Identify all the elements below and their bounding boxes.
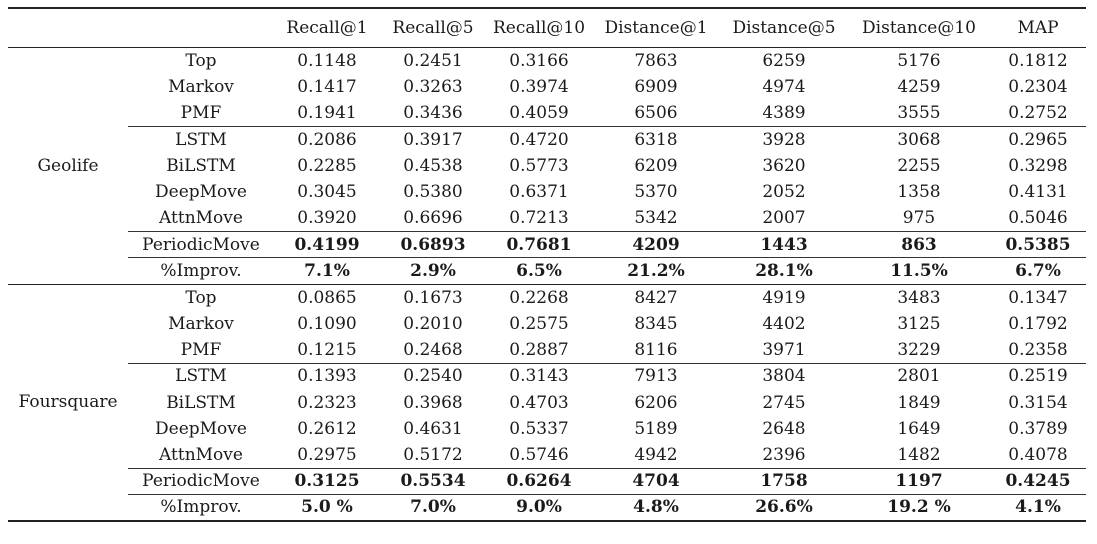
table-cell: 0.1148 bbox=[297, 50, 357, 71]
table-cell: 4389 bbox=[762, 102, 806, 123]
table-cell: 0.2086 bbox=[274, 126, 380, 152]
table-cell: 6259 bbox=[762, 50, 806, 71]
table-cell: 0.5746 bbox=[509, 444, 569, 465]
table-cell: 0.5534 bbox=[380, 468, 486, 494]
table-cell: 0.3298 bbox=[1008, 155, 1068, 176]
table-cell: 3555 bbox=[897, 102, 941, 123]
table-cell: 0.3917 bbox=[380, 126, 486, 152]
table-row bbox=[8, 205, 1086, 231]
table-cell: 4704 bbox=[592, 468, 720, 494]
table-cell: 5176 bbox=[897, 50, 941, 71]
table-cell: 0.6371 bbox=[509, 182, 569, 203]
table-cell: 0.4199 bbox=[274, 232, 380, 258]
table-cell: 0.4703 bbox=[509, 392, 569, 413]
table-cell: 0.2975 bbox=[297, 444, 357, 465]
table-cell: 28.1% bbox=[720, 258, 848, 284]
table-row bbox=[8, 495, 1086, 521]
table-cell: 0.4538 bbox=[403, 155, 463, 176]
table-cell: 1197 bbox=[848, 468, 990, 494]
table-cell: 0.2010 bbox=[403, 313, 463, 334]
column-header: Distance@10 bbox=[862, 18, 976, 38]
table-header bbox=[8, 8, 1086, 48]
table-cell: 4209 bbox=[592, 232, 720, 258]
table-row bbox=[8, 416, 1086, 442]
table-cell: 0.4059 bbox=[509, 102, 569, 123]
table-cell: 8427 bbox=[592, 284, 720, 310]
dataset-group bbox=[8, 284, 1086, 521]
table-row bbox=[8, 442, 1086, 468]
table-cell: 0.3968 bbox=[403, 392, 463, 413]
table-cell: 0.3143 bbox=[486, 363, 592, 389]
column-header bbox=[8, 8, 128, 48]
table-cell: 0.2304 bbox=[1008, 76, 1068, 97]
table-row bbox=[8, 258, 1086, 284]
table-cell: 6506 bbox=[634, 102, 678, 123]
table-cell: 3068 bbox=[848, 126, 990, 152]
table-cell: 2396 bbox=[762, 444, 806, 465]
table-cell: 6209 bbox=[634, 155, 678, 176]
model-name: BiLSTM bbox=[166, 155, 236, 176]
table-cell: 0.5172 bbox=[403, 444, 463, 465]
table-cell: 0.3436 bbox=[403, 102, 463, 123]
table-cell: 21.2% bbox=[592, 258, 720, 284]
table-cell: 0.2612 bbox=[297, 418, 357, 439]
table-cell: 7913 bbox=[592, 363, 720, 389]
model-name: Markov bbox=[168, 313, 234, 334]
table-cell: 0.2519 bbox=[990, 363, 1086, 389]
model-name: LSTM bbox=[128, 126, 274, 152]
model-name: AttnMove bbox=[159, 444, 243, 465]
table-cell: 0.5773 bbox=[509, 155, 569, 176]
model-name: DeepMove bbox=[155, 182, 247, 203]
table-cell: 3804 bbox=[720, 363, 848, 389]
table-row bbox=[8, 363, 1086, 389]
table-cell: 4.8% bbox=[592, 495, 720, 521]
table-cell: 0.2887 bbox=[509, 339, 569, 360]
table-cell: 2745 bbox=[762, 392, 806, 413]
table-cell: 0.3154 bbox=[1008, 392, 1068, 413]
model-name: LSTM bbox=[128, 363, 274, 389]
table-cell: 3229 bbox=[897, 339, 941, 360]
table-cell: 0.7213 bbox=[509, 208, 569, 229]
table-cell: 0.1812 bbox=[1008, 50, 1068, 71]
header-row bbox=[8, 8, 1086, 48]
table-row bbox=[8, 126, 1086, 152]
table-cell: 0.1792 bbox=[1008, 313, 1068, 334]
table-cell: 2007 bbox=[762, 208, 806, 229]
table-cell: 11.5% bbox=[848, 258, 990, 284]
table-cell: 1358 bbox=[897, 182, 941, 203]
table-row bbox=[8, 337, 1086, 363]
table-cell: 3620 bbox=[762, 155, 806, 176]
table-cell: 5189 bbox=[634, 418, 678, 439]
table-cell: 0.2752 bbox=[1008, 102, 1068, 123]
table-cell: 2.9% bbox=[380, 258, 486, 284]
table-cell: 863 bbox=[848, 232, 990, 258]
table-cell: 19.2 % bbox=[848, 495, 990, 521]
table-cell: 8116 bbox=[634, 339, 678, 360]
table-cell: 4.1% bbox=[990, 495, 1086, 521]
table-row bbox=[8, 310, 1086, 336]
table-row bbox=[8, 74, 1086, 100]
table-row bbox=[8, 284, 1086, 310]
table-cell: 6.7% bbox=[990, 258, 1086, 284]
table-cell: 9.0% bbox=[486, 495, 592, 521]
table-cell: 0.5046 bbox=[1008, 208, 1068, 229]
model-name: DeepMove bbox=[155, 418, 247, 439]
results-table bbox=[8, 7, 1086, 522]
model-name: PeriodicMove bbox=[128, 232, 274, 258]
table-cell: 6318 bbox=[592, 126, 720, 152]
model-name: Markov bbox=[168, 76, 234, 97]
table-cell: 0.2358 bbox=[1008, 339, 1068, 360]
table-row bbox=[8, 48, 1086, 74]
table-cell: 0.1347 bbox=[990, 284, 1086, 310]
dataset-label: Geolife bbox=[37, 155, 99, 176]
table-cell: 0.3125 bbox=[274, 468, 380, 494]
table-cell: 0.5380 bbox=[403, 182, 463, 203]
table-row bbox=[8, 468, 1086, 494]
table-cell: 0.3263 bbox=[403, 76, 463, 97]
column-header: Recall@10 bbox=[492, 18, 586, 38]
model-name: AttnMove bbox=[159, 208, 243, 229]
table-row bbox=[8, 153, 1086, 179]
column-header: Distance@1 bbox=[604, 18, 708, 38]
table-cell: 3483 bbox=[848, 284, 990, 310]
model-name: PMF bbox=[180, 339, 222, 360]
model-name: BiLSTM bbox=[166, 392, 236, 413]
table-cell: 0.3920 bbox=[297, 208, 357, 229]
table-cell: 6.5% bbox=[486, 258, 592, 284]
column-header: Recall@5 bbox=[392, 18, 474, 38]
table-cell: 2648 bbox=[762, 418, 806, 439]
table-cell: 3971 bbox=[762, 339, 806, 360]
table-cell: 0.1941 bbox=[297, 102, 357, 123]
table-cell: 2255 bbox=[897, 155, 941, 176]
table-cell: 7.0% bbox=[380, 495, 486, 521]
table-cell: 0.2268 bbox=[486, 284, 592, 310]
column-header: MAP bbox=[1017, 18, 1059, 38]
table-cell: 7.1% bbox=[274, 258, 380, 284]
table-cell: 0.4631 bbox=[403, 418, 463, 439]
table-cell: 7863 bbox=[634, 50, 678, 71]
table-cell: 5342 bbox=[634, 208, 678, 229]
table-cell: 0.5337 bbox=[509, 418, 569, 439]
model-name: PMF bbox=[180, 102, 222, 123]
table-cell: 6909 bbox=[634, 76, 678, 97]
table-row bbox=[8, 389, 1086, 415]
table-cell: 0.2468 bbox=[403, 339, 463, 360]
table-cell: 0.7681 bbox=[486, 232, 592, 258]
table-cell: 0.6696 bbox=[403, 208, 463, 229]
table-cell: 0.5385 bbox=[990, 232, 1086, 258]
table-cell: 0.3974 bbox=[509, 76, 569, 97]
column-header: Distance@5 bbox=[732, 18, 836, 38]
model-name: %Improv. bbox=[128, 495, 274, 521]
table-cell: 4942 bbox=[634, 444, 678, 465]
table-cell: 1849 bbox=[897, 392, 941, 413]
model-name: PeriodicMove bbox=[128, 468, 274, 494]
table-cell: 2801 bbox=[848, 363, 990, 389]
table-cell: 0.4245 bbox=[990, 468, 1086, 494]
table-cell: 0.2285 bbox=[297, 155, 357, 176]
table-cell: 4259 bbox=[897, 76, 941, 97]
table-cell: 0.2323 bbox=[297, 392, 357, 413]
model-name: Top bbox=[128, 284, 274, 310]
model-name: Top bbox=[185, 50, 217, 71]
table-cell: 0.3045 bbox=[297, 182, 357, 203]
table-cell: 1649 bbox=[897, 418, 941, 439]
table-cell: 4402 bbox=[762, 313, 806, 334]
table-cell: 0.6893 bbox=[380, 232, 486, 258]
table-cell: 0.2540 bbox=[380, 363, 486, 389]
table-cell: 4919 bbox=[720, 284, 848, 310]
table-cell: 8345 bbox=[634, 313, 678, 334]
table-cell: 975 bbox=[902, 208, 936, 229]
table-cell: 0.3166 bbox=[509, 50, 569, 71]
table-cell: 5.0 % bbox=[274, 495, 380, 521]
dataset-group bbox=[8, 48, 1086, 285]
table-cell: 0.2965 bbox=[990, 126, 1086, 152]
column-header: Recall@1 bbox=[286, 18, 368, 38]
table-cell: 26.6% bbox=[720, 495, 848, 521]
table-cell: 0.4078 bbox=[1008, 444, 1068, 465]
table-cell: 3928 bbox=[720, 126, 848, 152]
table-cell: 1443 bbox=[720, 232, 848, 258]
table-cell: 3125 bbox=[897, 313, 941, 334]
table-cell: 4974 bbox=[762, 76, 806, 97]
table-cell: 5370 bbox=[634, 182, 678, 203]
table-cell: 0.2575 bbox=[509, 313, 569, 334]
table-cell: 0.1673 bbox=[380, 284, 486, 310]
model-name: %Improv. bbox=[128, 258, 274, 284]
column-header bbox=[128, 8, 274, 48]
table-cell: 0.6264 bbox=[486, 468, 592, 494]
table-cell: 2052 bbox=[762, 182, 806, 203]
table-cell: 6206 bbox=[634, 392, 678, 413]
table-cell: 0.1393 bbox=[274, 363, 380, 389]
table-cell: 0.1417 bbox=[297, 76, 357, 97]
table-cell: 0.2451 bbox=[403, 50, 463, 71]
table-row bbox=[8, 232, 1086, 258]
table-cell: 0.4720 bbox=[486, 126, 592, 152]
table-cell: 0.1090 bbox=[297, 313, 357, 334]
table-row bbox=[8, 100, 1086, 126]
table-cell: 0.1215 bbox=[297, 339, 357, 360]
table-row bbox=[8, 179, 1086, 205]
table-cell: 0.4131 bbox=[1008, 182, 1068, 203]
table-cell: 1482 bbox=[897, 444, 941, 465]
table-cell: 1758 bbox=[720, 468, 848, 494]
dataset-label: Foursquare bbox=[8, 284, 128, 521]
table-cell: 0.0865 bbox=[274, 284, 380, 310]
table-cell: 0.3789 bbox=[1008, 418, 1068, 439]
